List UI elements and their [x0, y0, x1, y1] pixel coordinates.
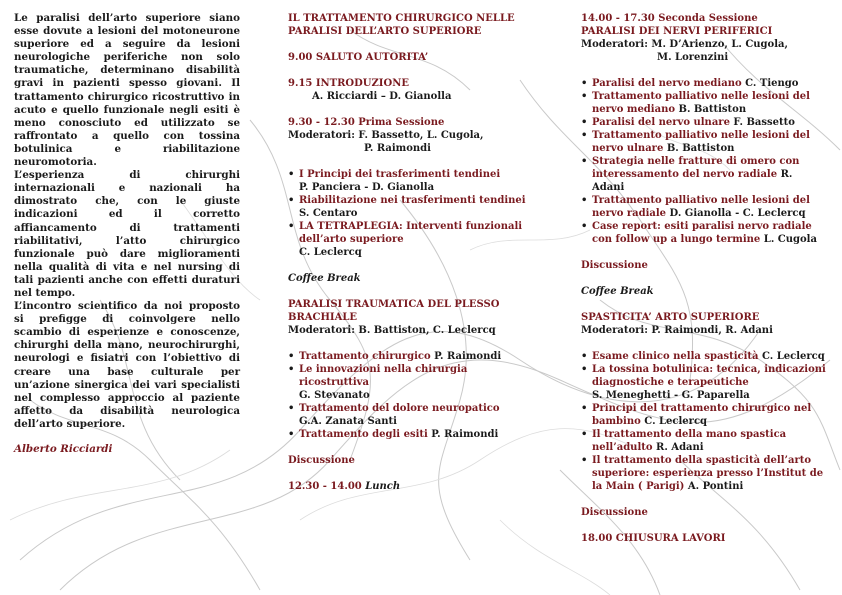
program-title-line-1: IL TRATTAMENTO CHIRURGICO NELLE [288, 13, 515, 24]
talk-speaker: S. Centaro [299, 208, 358, 219]
talk-speaker: B. Battiston [678, 104, 747, 115]
talk-title: Il trattamento della spasticità dell’arto superiore: esperienza presso l’Institut de la Main ( Parigi) [592, 455, 824, 492]
list-item [288, 194, 538, 220]
intro-paragraph-2: L’esperienza di chirurghi internazionali e nazionali ha dimostrato che, con le giuste indicazioni ed il corretto affiancamento di trattamenti riabilitativi, l’atto chirurgico funzionale può dare miglioramenti nella qualità di vita e nel nursing di tali pazienti anche con effetti duraturi nel tempo. [14, 169, 240, 299]
list-item [288, 168, 538, 194]
list-item [581, 363, 827, 402]
list-item [581, 454, 827, 493]
talk-title: Trattamento palliativo nelle lesioni del nervo mediano [592, 91, 810, 115]
talk-title: Principi del trattamento chirurgico nel bambino [592, 403, 812, 427]
program-afternoon-column [581, 12, 827, 545]
talk-title: I Principi dei trasferimenti tendinei [299, 169, 501, 180]
talk-title: Case report: esiti paralisi nervo radiale con follow up a lungo termine [592, 221, 812, 245]
talk-title: Trattamento chirurgico [299, 351, 431, 362]
list-item [581, 350, 827, 363]
talk-title: Trattamento palliativo nelle lesioni del nervo ulnare [592, 130, 810, 154]
plesso-heading-line-2: BRACHIALE [288, 312, 358, 323]
list-item [288, 428, 538, 441]
talk-speaker: P. Raimondi [434, 351, 502, 362]
talk-speaker: P. Panciera - D. Gianolla [299, 182, 435, 193]
program-morning-column [288, 12, 538, 493]
list-item [581, 194, 827, 220]
talk-title: Trattamento degli esiti [299, 429, 428, 440]
moderators-label: Moderatori: [581, 39, 648, 50]
list-item [581, 155, 827, 194]
nervi-heading: PARALISI DEI NERVI PERIFERICI [581, 26, 773, 37]
signature: Alberto Ricciardi [14, 443, 113, 455]
session-2-heading: 14.00 - 17.30 Seconda Sessione [581, 13, 758, 24]
talk-title: Trattamento del dolore neuropatico [299, 403, 500, 414]
chiusura-lavori: 18.00 CHIUSURA LAVORI [581, 533, 726, 544]
talk-speaker: C. Tiengo [745, 78, 799, 89]
list-item [581, 90, 827, 116]
intro-paragraph-3: L’incontro scientifico da noi proposto si prefigge di coinvolgere nello scambio di esperienze e conoscenze, chirurghi della mano, neurochirurghi, neurologi e fisiatri con l’obiettivo di creare una base culturale per un’azione sinergica dei vari specialisti nel complesso approccio al paziente affetto da disabilità neurologica dell’arto superiore. [14, 300, 240, 430]
talk-speaker: G. Stevanato [299, 390, 370, 401]
list-item [288, 350, 538, 363]
program-title [288, 12, 538, 38]
talk-speaker: R. Adani [592, 169, 793, 193]
coffee-break: Coffee Break [288, 273, 361, 284]
session-1-heading: 9.30 - 12.30 Prima Sessione [288, 117, 445, 128]
talk-speaker: R. Adani [656, 442, 704, 453]
list-item [581, 77, 827, 90]
discussione: Discussione [581, 260, 648, 271]
intro-text [14, 12, 240, 431]
lunch-time: 12.30 - 14.00 [288, 481, 362, 492]
moderators-label: Moderatori: [288, 130, 355, 141]
plesso-heading-line-1: PARALISI TRAUMATICA DEL PLESSO [288, 299, 500, 310]
list-item [581, 428, 827, 454]
program-title-line-2: PARALISI DELL’ARTO SUPERIORE [288, 26, 482, 37]
list-item [581, 220, 827, 246]
intro-column [14, 12, 240, 456]
plesso-list [288, 350, 538, 441]
introduzione-heading: 9.15 INTRODUZIONE [288, 78, 409, 89]
talk-title: Strategia nelle fratture di omero con interessamento del nervo radiale [592, 156, 800, 180]
nervi-list [581, 77, 827, 246]
talk-speaker: D. Gianolla - C. Leclercq [669, 208, 806, 219]
session-1-list [288, 168, 538, 259]
lunch-line [288, 480, 538, 493]
talk-title: La tossina botulinica: tecnica, indicazioni diagnostiche e terapeutiche [592, 364, 826, 388]
talk-title: Paralisi del nervo mediano [592, 78, 742, 89]
moderators-line-2: M. Lorenzini [657, 52, 729, 63]
session-1-moderators [288, 129, 538, 142]
talk-title: Riabilitazione nei trasferimenti tendinei [299, 195, 526, 206]
spasticita-heading: SPASTICITA’ ARTO SUPERIORE [581, 312, 760, 323]
plesso-heading [288, 298, 538, 324]
talk-speaker: S. Meneghetti - G. Paparella [592, 390, 750, 401]
spasticita-list [581, 350, 827, 493]
intro-paragraph-1: Le paralisi dell’arto superiore siano esse dovute a lesioni del motoneurone superiore ed a seguire da lesioni neurologiche periferiche non solo traumatiche, determinano disabilità gravi in pazienti spesso giovani. Il trattamento chirurgico ricostruttivo in acuto e quello funzionale negli esiti è meno conosciuto ed utilizzato se raffrontato a quello con tossina botulinica e riabilitazione neuromotoria. [14, 12, 240, 169]
list-item [288, 220, 538, 259]
talk-speaker: C. Leclercq [761, 351, 825, 362]
moderators-line-1: F. Bassetto, L. Cugola, [358, 130, 484, 141]
moderators-line-1: M. D’Arienzo, L. Cugola, [651, 39, 788, 50]
plesso-moderators: Moderatori: B. Battiston, C. Leclercq [288, 325, 496, 336]
list-item [581, 129, 827, 155]
talk-speaker: L. Cugola [763, 234, 817, 245]
list-item [288, 363, 538, 402]
list-item [581, 402, 827, 428]
talk-title: LA TETRAPLEGIA: Interventi funzionali dell’arto superiore [299, 221, 523, 245]
saluto-autorita: 9.00 SALUTO AUTORITA’ [288, 52, 429, 63]
introduzione-speakers: A. Ricciardi – D. Gianolla [312, 91, 452, 102]
spasticita-moderators: Moderatori: P. Raimondi, R. Adani [581, 325, 773, 336]
talk-title: Il trattamento della mano spastica nell’adulto [592, 429, 787, 453]
talk-speaker: A. Pontini [687, 481, 744, 492]
talk-title: Paralisi del nervo ulnare [592, 117, 730, 128]
talk-title: Esame clinico nella spasticità [592, 351, 759, 362]
discussione: Discussione [288, 455, 355, 466]
nervi-moderators [581, 38, 827, 51]
talk-title: Trattamento palliativo nelle lesioni del nervo radiale [592, 195, 810, 219]
talk-speaker: C. Leclercq [299, 247, 362, 258]
talk-speaker: P. Raimondi [431, 429, 499, 440]
list-item [288, 402, 538, 428]
discussione: Discussione [581, 507, 648, 518]
talk-title: Le innovazioni nella chirurgia ricostruttiva [299, 364, 468, 388]
talk-speaker: B. Battiston [666, 143, 735, 154]
coffee-break: Coffee Break [581, 286, 654, 297]
talk-speaker: G.A. Zanata Santi [299, 416, 397, 427]
talk-speaker: C. Leclercq [644, 416, 708, 427]
list-item [581, 116, 827, 129]
lunch-label: Lunch [365, 481, 401, 492]
moderators-line-2: P. Raimondi [364, 143, 431, 154]
talk-speaker: F. Bassetto [733, 117, 795, 128]
